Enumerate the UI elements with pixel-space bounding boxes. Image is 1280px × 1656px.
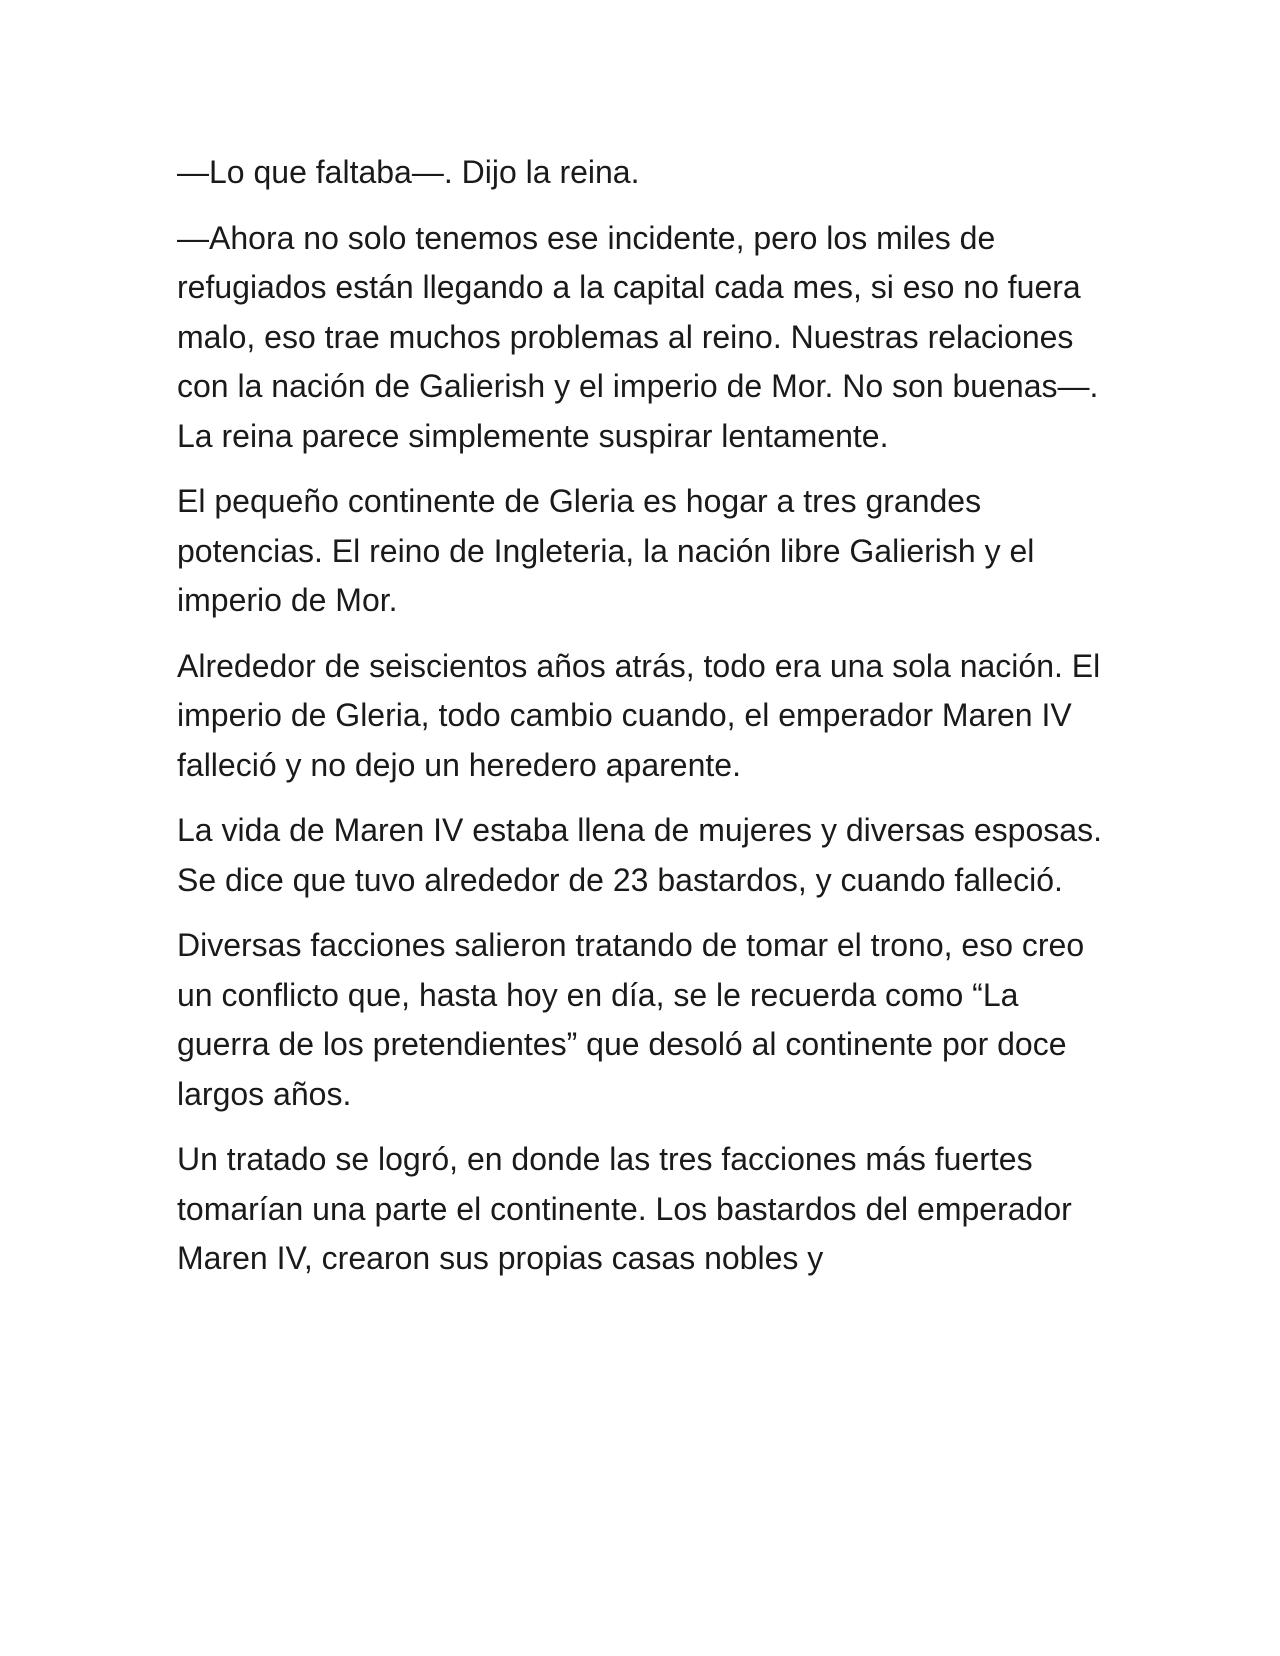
paragraph: Diversas facciones salieron tratando de tomar el trono, eso creo un conflicto que, hasta hoy en día, se le recuerda como “La guerra de los pretendientes” que desoló al continente por doce largos años. (177, 927, 1085, 1112)
document-body (177, 148, 1112, 1300)
paragraph: El pequeño continente de Gleria es hogar a tres grandes potencias. El reino de Ingleteria, la nación libre Galierish y el imperio de Mor. (177, 483, 1035, 618)
paragraph: Un tratado se logró, en donde las tres facciones más fuertes tomarían una parte el continente. Los bastardos del emperador Maren IV, crearon sus propias casas nobles y (177, 1141, 1072, 1276)
paragraph: La vida de Maren IV estaba llena de mujeres y diversas esposas. Se dice que tuvo alrededor de 23 bastardos, y cuando falleció. (177, 812, 1102, 898)
paragraph: Alrededor de seiscientos años atrás, todo era una sola nación. El imperio de Gleria, todo cambio cuando, el emperador Maren IV falleció y no dejo un heredero aparente. (177, 647, 1101, 783)
paragraph: —Ahora no solo tenemos ese incidente, pero los miles de refugiados están llegando a la capital cada mes, si eso no fuera malo, eso trae muchos problemas al reino. Nuestras relaciones con la nación de Galierish y el imperio de Mor. No son buenas—. La reina parece simplemente suspirar lentamente. (177, 219, 1099, 454)
paragraph: —Lo que faltaba—. Dijo la reina. (177, 154, 640, 190)
